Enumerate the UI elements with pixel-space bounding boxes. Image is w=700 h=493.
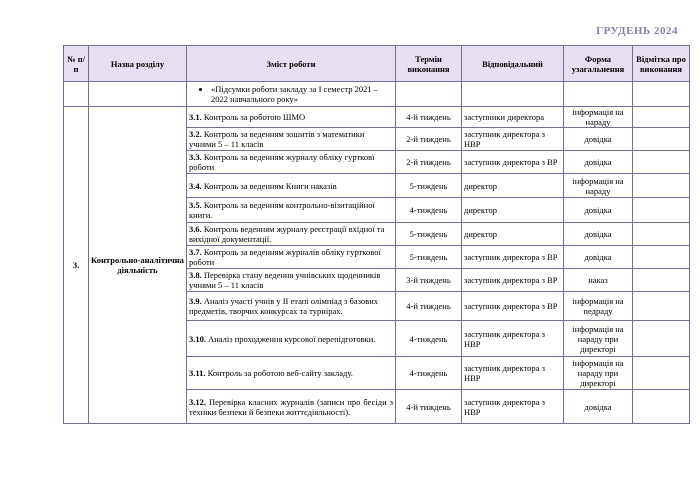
task-cell bbox=[187, 321, 396, 357]
month-header: ГРУДЕНЬ 2024 bbox=[596, 25, 678, 37]
task-cell bbox=[187, 198, 396, 223]
col-section-header: Назва розділу bbox=[89, 46, 187, 82]
term-cell: 4-тиждень bbox=[396, 198, 462, 223]
task-number: 3.6. bbox=[189, 224, 202, 234]
responsible-cell: заступник директора з ВР bbox=[462, 151, 564, 174]
term-cell: 5-тиждень bbox=[396, 246, 462, 269]
responsible-cell: заступник директора з НВР bbox=[462, 321, 564, 357]
task-number: 3.4. bbox=[189, 180, 202, 191]
mark-cell bbox=[633, 357, 690, 390]
col-term-header: Термін виконання bbox=[396, 46, 462, 82]
task-cell bbox=[187, 292, 396, 321]
term-cell: 4-й тиждень bbox=[396, 292, 462, 321]
task-text: Аналіз проходження курсової перепідготовки. bbox=[206, 333, 376, 344]
work-plan-table bbox=[63, 45, 690, 424]
mark-cell bbox=[633, 269, 690, 292]
responsible-cell: заступник директора з ВР bbox=[462, 269, 564, 292]
mark-cell bbox=[633, 292, 690, 321]
responsible-cell: директор bbox=[462, 223, 564, 246]
mark-cell bbox=[633, 390, 690, 424]
responsible-cell: заступник директора з ВР bbox=[462, 292, 564, 321]
form-cell: інформація на нараду bbox=[564, 107, 633, 128]
responsible-cell: заступник директора з ВР bbox=[462, 246, 564, 269]
form-cell: наказ bbox=[564, 269, 633, 292]
col-num-header: № п/п bbox=[64, 46, 89, 82]
col-content-header: Зміст роботи bbox=[187, 46, 396, 82]
task-number: 3.8. bbox=[189, 270, 202, 280]
form-cell: інформація на педраду bbox=[564, 292, 633, 321]
task-cell bbox=[187, 151, 396, 174]
mark-cell bbox=[633, 321, 690, 357]
task-cell bbox=[187, 269, 396, 292]
task-number: 3.3. bbox=[189, 152, 202, 162]
mark-cell bbox=[633, 174, 690, 198]
task-text: Контроль веденням журналу реєстрації вхідної та вихідної документації. bbox=[189, 224, 385, 244]
mark-cell bbox=[633, 107, 690, 128]
responsible-cell: заступник директора з НВР bbox=[462, 390, 564, 424]
task-text: Контроль за веденням контрольно-візитаційної книги. bbox=[189, 200, 375, 220]
term-cell: 5-тиждень bbox=[396, 223, 462, 246]
task-text: Контроль за роботою веб-сайту закладу. bbox=[205, 368, 353, 378]
responsible-cell: заступник директора з НВР bbox=[462, 357, 564, 390]
form-cell: довідка bbox=[564, 198, 633, 223]
responsible-cell: директор bbox=[462, 174, 564, 198]
col-mark-header: Відмітка про виконання bbox=[633, 46, 690, 82]
task-cell bbox=[187, 174, 396, 198]
carryover-bullet: • «Підсумки роботи закладу за І семестр 2021 – 2022 навчального року» bbox=[211, 84, 393, 104]
col-responsible-header: Відповідальний bbox=[462, 46, 564, 82]
mark-cell bbox=[633, 246, 690, 269]
form-cell: довідка bbox=[564, 223, 633, 246]
task-cell bbox=[187, 357, 396, 390]
section-name: Контрольно-аналітична діяльність bbox=[89, 107, 187, 424]
task-number: 3.11. bbox=[189, 368, 206, 378]
term-cell: 4-тиждень bbox=[396, 321, 462, 357]
task-text: Контроль за веденням журналу обліку гуртковї роботи bbox=[189, 152, 375, 172]
form-cell: довідка bbox=[564, 128, 633, 151]
responsible-cell: директор bbox=[462, 198, 564, 223]
term-cell: 4-й тиждень bbox=[396, 390, 462, 424]
term-cell: 2-й тиждень bbox=[396, 151, 462, 174]
table-row bbox=[64, 107, 690, 128]
term-cell: 4-тиждень bbox=[396, 357, 462, 390]
task-text: Контроль за веденням журналів обліку гурткової роботи bbox=[189, 247, 381, 267]
task-text: Контроль за веденням зошитів з математики учнями 5 – 11 класів bbox=[189, 129, 365, 149]
form-cell: інформація на нараду bbox=[564, 174, 633, 198]
table-header-row bbox=[64, 46, 690, 82]
term-cell: 4-й тиждень bbox=[396, 107, 462, 128]
carryover-row bbox=[64, 82, 690, 107]
task-cell bbox=[187, 223, 396, 246]
mark-cell bbox=[633, 198, 690, 223]
responsible-cell: заступники директора bbox=[462, 107, 564, 128]
form-cell: довідка bbox=[564, 151, 633, 174]
task-cell bbox=[187, 107, 396, 128]
task-text: Контроль за веденням Книги наказів bbox=[201, 180, 337, 191]
section-number: 3. bbox=[64, 107, 89, 424]
task-number: 3.5. bbox=[189, 200, 202, 210]
task-number: 3.12. bbox=[189, 396, 206, 407]
task-number: 3.1. bbox=[189, 112, 202, 122]
task-text: Перевірка класних журналів (записи про бесіди з техніки безпеки й безпеки життєдіяльності). bbox=[189, 396, 393, 417]
task-cell bbox=[187, 390, 396, 424]
col-form-header: Форма узагальнення bbox=[564, 46, 633, 82]
form-cell: інформація на нараду при директорі bbox=[564, 321, 633, 357]
form-cell: довідка bbox=[564, 246, 633, 269]
task-text: Аналіз участі учнів у ІІ етапі олімпіад з базових предметів, творчих конкурсах та турнірах. bbox=[189, 296, 378, 316]
task-number: 3.7. bbox=[189, 247, 202, 257]
task-cell bbox=[187, 128, 396, 151]
task-text: Контроль за роботою ШМО bbox=[201, 112, 306, 122]
form-cell: інформація на нараду при директорі bbox=[564, 357, 633, 390]
mark-cell bbox=[633, 223, 690, 246]
term-cell: 5-тиждень bbox=[396, 174, 462, 198]
task-number: 3.9. bbox=[189, 296, 202, 306]
form-cell: довідка bbox=[564, 390, 633, 424]
term-cell: 3-й тиждень bbox=[396, 269, 462, 292]
mark-cell bbox=[633, 151, 690, 174]
task-number: 3.2. bbox=[189, 129, 202, 139]
responsible-cell: заступник директора з НВР bbox=[462, 128, 564, 151]
task-cell bbox=[187, 246, 396, 269]
term-cell: 2-й тиждень bbox=[396, 128, 462, 151]
task-text: Перевірка стану ведення учнівських щоденників учнями 5 – 11 класів bbox=[189, 270, 381, 290]
mark-cell bbox=[633, 128, 690, 151]
task-number: 3.10. bbox=[189, 333, 206, 344]
